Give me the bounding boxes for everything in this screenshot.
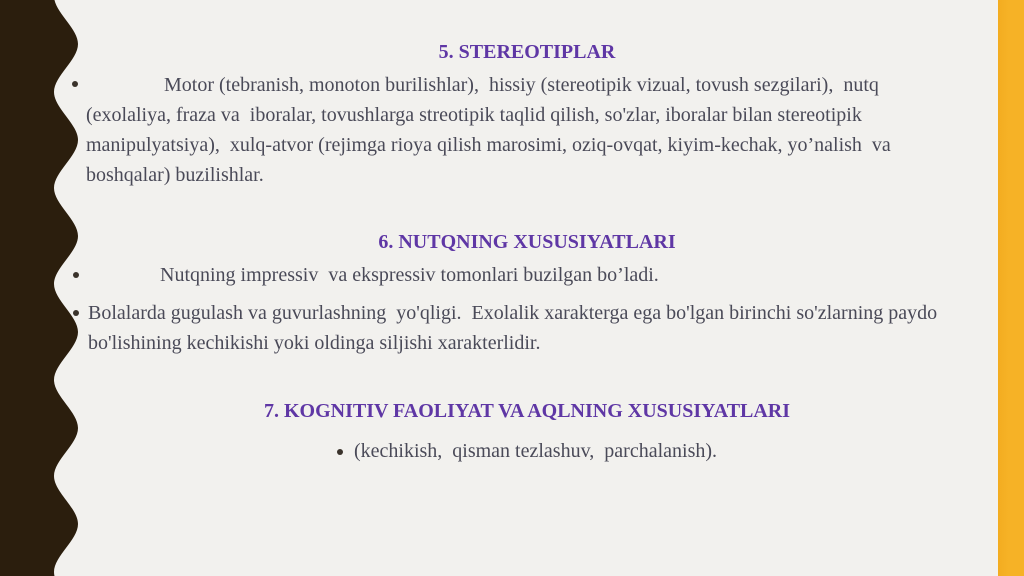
section-title-kognitiv-faoliyat: 7. KOGNITIV FAOLIYAT VA AQLNING XUSUSIYATLARI <box>263 400 791 422</box>
bullet-text: Bolalarda gugulash va guvurlashning yo'qligi. Exolalik xarakterga ega bo'lgan birinchi so'zlarning paydo bo'lishining kechikishi yoki oldinga siljishi xarakterlidir. <box>88 302 943 354</box>
bullet-dot <box>73 272 79 278</box>
section-title-stereotiplar: 5. STEREOTIPLAR <box>438 41 616 63</box>
right-accent-stripe <box>998 0 1024 576</box>
bullet-text: Motor (tebranish, monoton burilishlar), hissiy (stereotipik vizual, tovush sezgilari), nutq (exolaliya, fraza va iboralar, tovushlarga streotipik taqlid qilish, so'zlar, iboralar bilan stereotipik manipulyatsiya), xulq-atvor (rejimga rioya qilish marosimi, oziq-ovqat, kiyim-kechak, yo’nalish va boshqalar) buzilishlar. <box>86 74 896 186</box>
bullet-dot <box>337 449 343 455</box>
section-title-nutqning-xususiyatlari: 6. NUTQNING XUSUSIYATLARI <box>378 231 676 253</box>
list-item <box>88 436 966 466</box>
bullet-dot <box>72 81 78 87</box>
bullet-dot <box>73 310 79 316</box>
bullet-text: (kechikish, qisman tezlashuv, parchalanish). <box>353 440 718 462</box>
list-item <box>86 70 938 190</box>
list-item <box>160 260 940 290</box>
list-item <box>88 298 946 358</box>
bullet-text: Nutqning impressiv va ekspressiv tomonlari buzilgan bo’ladi. <box>160 264 659 286</box>
